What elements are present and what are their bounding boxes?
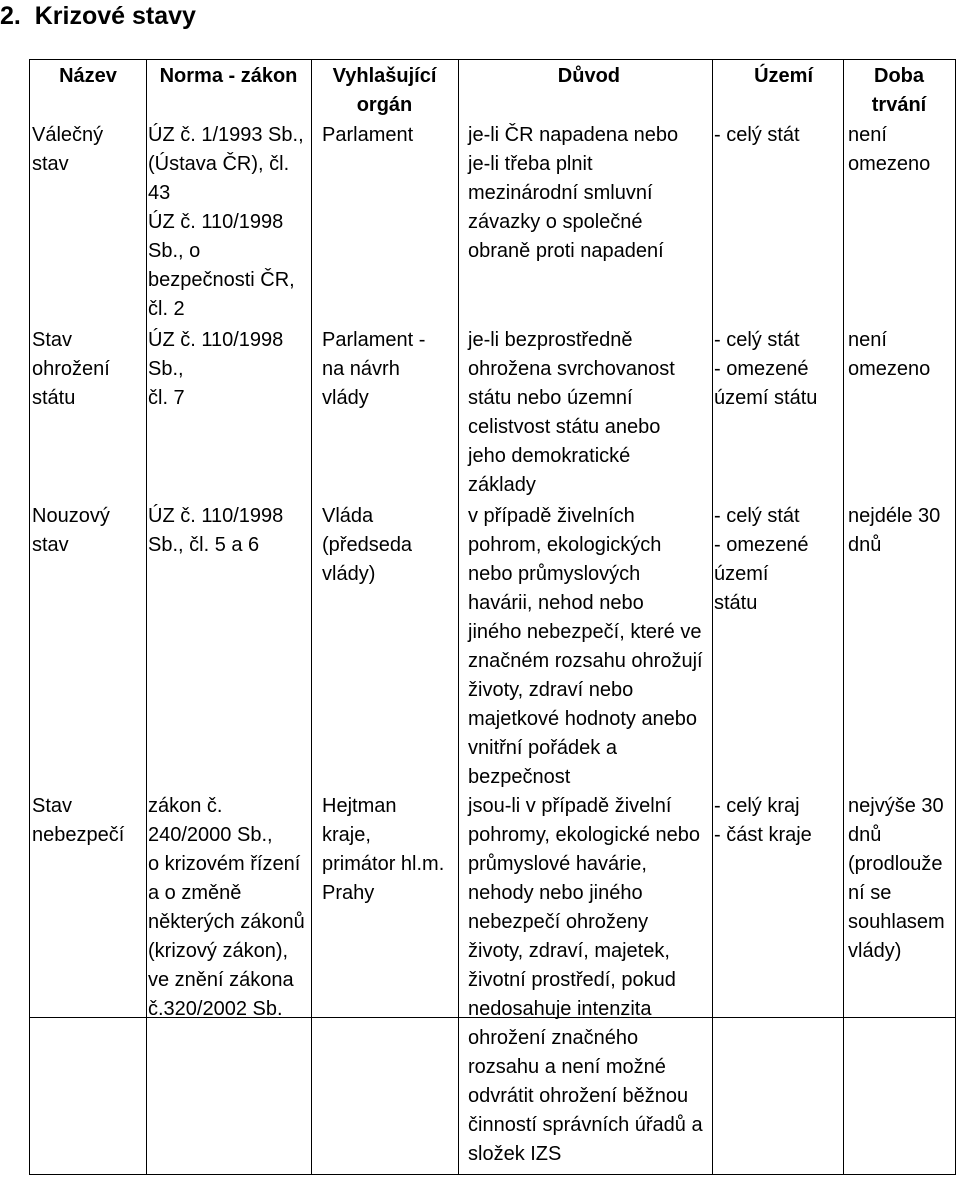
- row-nouzovy-uzemi: - celý stát - omezené území státu: [714, 505, 809, 614]
- header-doba: Doba trvání: [871, 65, 927, 116]
- column-divider: [843, 60, 844, 1174]
- header-organ: Vyhlašující orgán: [332, 65, 437, 116]
- row-nebezpeci-organ: Hejtman kraje, primátor hl.m. Prahy: [322, 795, 445, 904]
- header-duvod: Důvod: [557, 65, 620, 87]
- row-valecny-nazev: Válečný stav: [32, 124, 104, 175]
- row-nouzovy-organ: Vláda (předseda vlády): [322, 505, 413, 585]
- row-ohrozeni-doba: není omezeno: [848, 329, 931, 380]
- row-ohrozeni-norma: ÚZ č. 110/1998 Sb., čl. 7: [148, 329, 284, 409]
- row-nouzovy-norma: ÚZ č. 110/1998 Sb., čl. 5 a 6: [148, 505, 284, 556]
- header-uzemi: Území: [754, 65, 813, 87]
- row-ohrozeni-duvod: je-li bezprostředně ohrožena svrchovanost státu nebo územní celistvost státu anebo jeho demokratické základy: [468, 329, 675, 496]
- section-heading: 2. Krizové stavy: [0, 2, 196, 30]
- row-nebezpeci-norma: zákon č. 240/2000 Sb., o krizovém řízení a o změně některých zákonů (krizový zákon), ve znění zákona č.320/2002 Sb.: [148, 795, 305, 1020]
- row-nebezpeci-nazev: Stav nebezpečí: [32, 795, 125, 846]
- row-nebezpeci-doba: nejvýše 30 dnů (prodlouže ní se souhlasem vlády): [848, 795, 945, 962]
- row-ohrozeni-uzemi: - celý stát - omezené území státu: [714, 329, 818, 409]
- column-divider: [311, 60, 312, 1174]
- row-valecny-uzemi: - celý stát: [714, 124, 800, 146]
- row-valecny-norma: ÚZ č. 1/1993 Sb., (Ústava ČR), čl. 43 ÚZ č. 110/1998 Sb., o bezpečnosti ČR, čl. 2: [148, 124, 304, 320]
- row-nouzovy-duvod: v případě živelních pohrom, ekologických nebo průmyslových havárii, nehod nebo jiného nebezpečí, které ve značném rozsahu ohrožují životy, zdraví nebo majetkové hodnoty anebo vnitřní pořádek a bezpečnost: [468, 505, 703, 788]
- row-nebezpeci-uzemi: - celý kraj - část kraje: [714, 795, 812, 846]
- row-ohrozeni-nazev: Stav ohrožení státu: [32, 329, 110, 409]
- column-divider: [712, 60, 713, 1174]
- row-nebezpeci-duvod: jsou-li v případě živelní pohromy, ekologické nebo průmyslové havárie, nehody nebo jiného nebezpečí ohroženy životy, zdraví, majetek, životní prostředí, pokud nedosahuje intenzita ohrožení značného rozsahu a není možné odvrátit ohrožení běžnou činností správních úřadů a složek IZS: [468, 795, 703, 1165]
- header-norma: Norma - zákon: [159, 65, 298, 87]
- row-nouzovy-nazev: Nouzový stav: [32, 505, 110, 556]
- row-valecny-doba: není omezeno: [848, 124, 931, 175]
- row-valecny-duvod: je-li ČR napadena nebo je-li třeba plnit mezinárodní smluvní závazky o společné obraně proti napadení: [468, 124, 679, 262]
- row-valecny-organ: Parlament: [322, 124, 414, 146]
- row-nouzovy-doba: nejdéle 30 dnů: [848, 505, 941, 556]
- crisis-states-table: [29, 59, 956, 1175]
- header-nazev: Název: [59, 65, 117, 87]
- row-ohrozeni-organ: Parlament - na návrh vlády: [322, 329, 426, 409]
- column-divider: [458, 60, 459, 1174]
- column-divider: [146, 60, 147, 1174]
